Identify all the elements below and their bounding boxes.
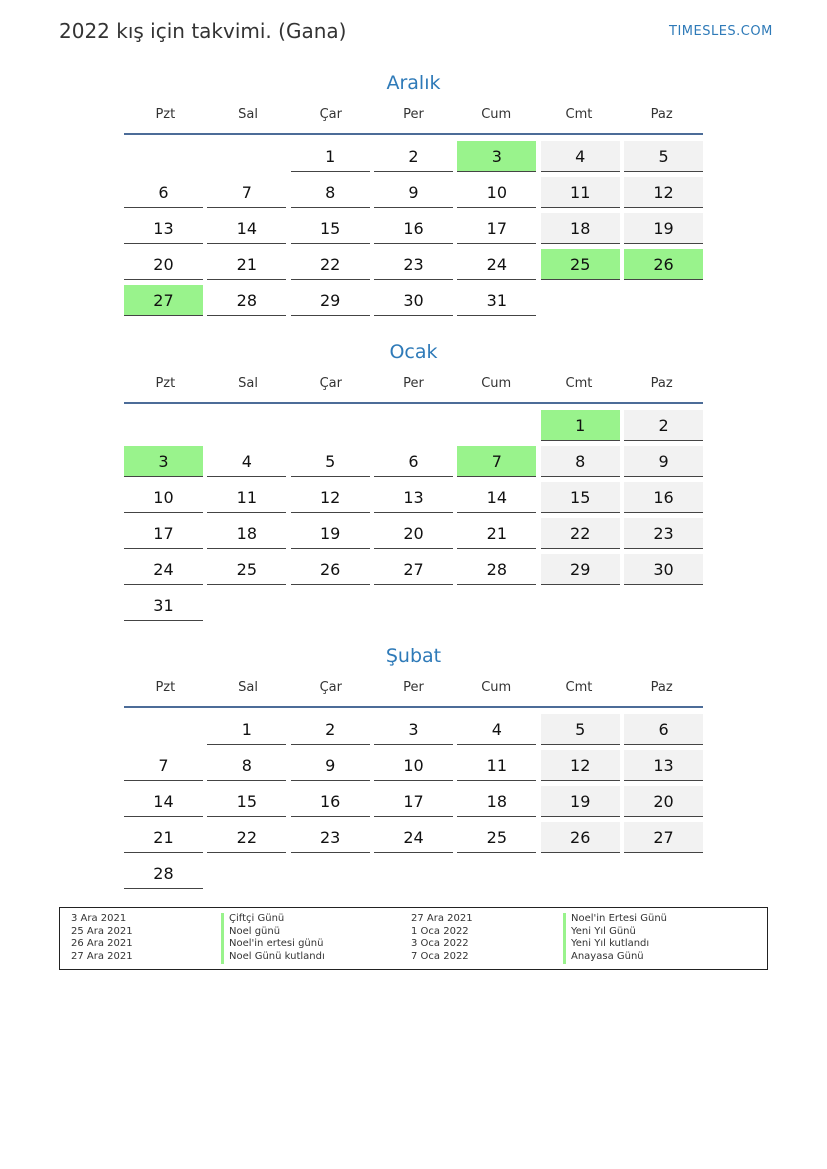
empty-cell [624, 858, 703, 889]
day-cell: 22 [207, 822, 286, 853]
day-cell: 24 [374, 822, 453, 853]
day-cell: 16 [291, 786, 370, 817]
month-title: Aralık [386, 72, 441, 94]
day-cell: 14 [124, 786, 203, 817]
week-row [124, 856, 703, 892]
day-cell: 23 [624, 518, 703, 549]
day-cell: 19 [624, 213, 703, 244]
week-row [124, 247, 703, 283]
day-cell: 1 [291, 141, 370, 172]
empty-cell [124, 410, 203, 441]
week-row [124, 784, 703, 820]
day-cell: 23 [374, 249, 453, 280]
holiday-day-cell: 1 [541, 410, 620, 441]
day-grid [124, 408, 703, 624]
day-cell: 24 [457, 249, 536, 280]
day-cell: 16 [374, 213, 453, 244]
day-cell: 31 [124, 590, 203, 621]
empty-cell [541, 858, 620, 889]
header-divider [124, 706, 703, 708]
day-cell: 9 [374, 177, 453, 208]
empty-cell [374, 410, 453, 441]
day-cell: 9 [624, 446, 703, 477]
header-divider [124, 402, 703, 404]
day-cell: 2 [291, 714, 370, 745]
day-cell: 11 [207, 482, 286, 513]
day-cell: 20 [624, 786, 703, 817]
legend-holiday-name: Noel Günü kutlandı [221, 951, 325, 964]
empty-cell [624, 590, 703, 621]
weekday-label: Çar [319, 375, 342, 391]
week-row [124, 408, 703, 444]
empty-cell [124, 714, 203, 745]
weekday-label: Per [403, 375, 424, 391]
legend-holiday-name: Noel'in ertesi günü [221, 938, 325, 951]
day-cell: 15 [541, 482, 620, 513]
day-cell: 13 [374, 482, 453, 513]
day-cell: 4 [207, 446, 286, 477]
day-cell: 15 [291, 213, 370, 244]
weekday-label: Cmt [565, 375, 593, 391]
weekday-label: Sal [238, 679, 258, 695]
empty-cell [207, 590, 286, 621]
day-cell: 18 [541, 213, 620, 244]
legend-names-left [221, 913, 325, 964]
weekday-label: Cmt [565, 679, 593, 695]
week-row [124, 820, 703, 856]
weekday-label: Paz [650, 106, 673, 122]
day-cell: 12 [624, 177, 703, 208]
day-cell: 6 [124, 177, 203, 208]
weekday-label: Sal [238, 106, 258, 122]
day-cell: 9 [291, 750, 370, 781]
day-cell: 20 [374, 518, 453, 549]
weekday-label: Pzt [155, 679, 176, 695]
legend-dates-left [71, 913, 133, 964]
day-cell: 5 [541, 714, 620, 745]
weekday-label: Cum [481, 679, 512, 695]
day-cell: 26 [291, 554, 370, 585]
month-title: Şubat [385, 645, 442, 667]
day-cell: 20 [124, 249, 203, 280]
empty-cell [291, 858, 370, 889]
day-cell: 28 [207, 285, 286, 316]
month-block-subat [124, 642, 703, 892]
day-cell: 8 [207, 750, 286, 781]
day-cell: 21 [124, 822, 203, 853]
empty-cell [207, 858, 286, 889]
day-cell: 11 [457, 750, 536, 781]
empty-cell [541, 590, 620, 621]
day-cell: 14 [207, 213, 286, 244]
weekday-label: Cmt [565, 106, 593, 122]
day-cell: 10 [124, 482, 203, 513]
legend-date: 3 Oca 2022 [411, 938, 469, 950]
week-row [124, 444, 703, 480]
empty-cell [124, 141, 203, 172]
weekday-label: Çar [319, 679, 342, 695]
week-row [124, 516, 703, 552]
empty-cell [541, 285, 620, 316]
legend-holiday-name: Noel'in Ertesi Günü [563, 913, 667, 926]
legend-date: 27 Ara 2021 [411, 913, 473, 924]
day-cell: 7 [124, 750, 203, 781]
day-cell: 13 [124, 213, 203, 244]
legend-dates-right [411, 913, 473, 964]
empty-cell [207, 141, 286, 172]
day-grid [124, 139, 703, 319]
holiday-legend [59, 907, 768, 970]
week-row [124, 211, 703, 247]
legend-names-right [563, 913, 667, 964]
month-block-ocak [124, 338, 703, 624]
holiday-day-cell: 27 [124, 285, 203, 316]
day-cell: 18 [207, 518, 286, 549]
day-cell: 2 [374, 141, 453, 172]
empty-cell [457, 410, 536, 441]
weekday-label: Paz [650, 679, 673, 695]
day-cell: 16 [624, 482, 703, 513]
day-cell: 19 [291, 518, 370, 549]
weekday-label: Pzt [155, 375, 176, 391]
day-cell: 30 [374, 285, 453, 316]
weekday-label: Pzt [155, 106, 176, 122]
brand-link[interactable]: TIMESLES.COM [669, 24, 773, 39]
day-cell: 6 [374, 446, 453, 477]
legend-date: 27 Ara 2021 [71, 951, 133, 963]
holiday-day-cell: 3 [457, 141, 536, 172]
holiday-day-cell: 7 [457, 446, 536, 477]
month-block-aralik [124, 69, 703, 319]
empty-cell [207, 410, 286, 441]
day-cell: 18 [457, 786, 536, 817]
empty-cell [374, 590, 453, 621]
day-grid [124, 712, 703, 892]
day-cell: 29 [541, 554, 620, 585]
day-cell: 8 [291, 177, 370, 208]
day-cell: 11 [541, 177, 620, 208]
week-row [124, 588, 703, 624]
day-cell: 15 [207, 786, 286, 817]
day-cell: 6 [624, 714, 703, 745]
legend-date: 25 Ara 2021 [71, 925, 133, 937]
day-cell: 4 [541, 141, 620, 172]
weekday-label: Çar [319, 106, 342, 122]
empty-cell [291, 410, 370, 441]
day-cell: 27 [374, 554, 453, 585]
day-cell: 26 [541, 822, 620, 853]
empty-cell [457, 858, 536, 889]
page-title: 2022 kış için takvimi. (Gana) [59, 19, 347, 43]
day-cell: 25 [207, 554, 286, 585]
day-cell: 29 [291, 285, 370, 316]
day-cell: 12 [541, 750, 620, 781]
day-cell: 1 [207, 714, 286, 745]
weekday-header [124, 674, 703, 700]
day-cell: 25 [457, 822, 536, 853]
day-cell: 4 [457, 714, 536, 745]
day-cell: 19 [541, 786, 620, 817]
holiday-day-cell: 3 [124, 446, 203, 477]
day-cell: 7 [207, 177, 286, 208]
week-row [124, 748, 703, 784]
weekday-label: Cum [481, 106, 512, 122]
legend-date: 26 Ara 2021 [71, 938, 133, 950]
day-cell: 22 [541, 518, 620, 549]
week-row [124, 283, 703, 319]
week-row [124, 480, 703, 516]
header-divider [124, 133, 703, 135]
legend-date: 1 Oca 2022 [411, 925, 469, 937]
day-cell: 5 [624, 141, 703, 172]
week-row [124, 175, 703, 211]
weekday-label: Sal [238, 375, 258, 391]
legend-holiday-name: Anayasa Günü [563, 951, 667, 964]
day-cell: 2 [624, 410, 703, 441]
holiday-day-cell: 25 [541, 249, 620, 280]
day-cell: 27 [624, 822, 703, 853]
day-cell: 5 [291, 446, 370, 477]
empty-cell [374, 858, 453, 889]
weekday-label: Cum [481, 375, 512, 391]
legend-date: 3 Ara 2021 [71, 913, 127, 924]
legend-holiday-name: Noel günü [221, 926, 325, 939]
day-cell: 22 [291, 249, 370, 280]
day-cell: 24 [124, 554, 203, 585]
day-cell: 28 [124, 858, 203, 889]
day-cell: 10 [457, 177, 536, 208]
month-title: Ocak [389, 341, 438, 363]
weekday-header [124, 101, 703, 127]
day-cell: 17 [124, 518, 203, 549]
day-cell: 23 [291, 822, 370, 853]
day-cell: 8 [541, 446, 620, 477]
day-cell: 21 [207, 249, 286, 280]
day-cell: 21 [457, 518, 536, 549]
legend-holiday-name: Yeni Yıl kutlandı [563, 938, 667, 951]
day-cell: 10 [374, 750, 453, 781]
weekday-header [124, 370, 703, 396]
empty-cell [457, 590, 536, 621]
day-cell: 30 [624, 554, 703, 585]
week-row [124, 552, 703, 588]
empty-cell [291, 590, 370, 621]
week-row [124, 139, 703, 175]
day-cell: 13 [624, 750, 703, 781]
day-cell: 12 [291, 482, 370, 513]
legend-holiday-name: Yeni Yıl Günü [563, 926, 667, 939]
empty-cell [624, 285, 703, 316]
weekday-label: Paz [650, 375, 673, 391]
day-cell: 28 [457, 554, 536, 585]
day-cell: 17 [457, 213, 536, 244]
day-cell: 31 [457, 285, 536, 316]
weekday-label: Per [403, 106, 424, 122]
day-cell: 3 [374, 714, 453, 745]
legend-holiday-name: Çiftçi Günü [221, 913, 325, 926]
day-cell: 14 [457, 482, 536, 513]
holiday-day-cell: 26 [624, 249, 703, 280]
week-row [124, 712, 703, 748]
day-cell: 17 [374, 786, 453, 817]
legend-date: 7 Oca 2022 [411, 951, 469, 963]
weekday-label: Per [403, 679, 424, 695]
